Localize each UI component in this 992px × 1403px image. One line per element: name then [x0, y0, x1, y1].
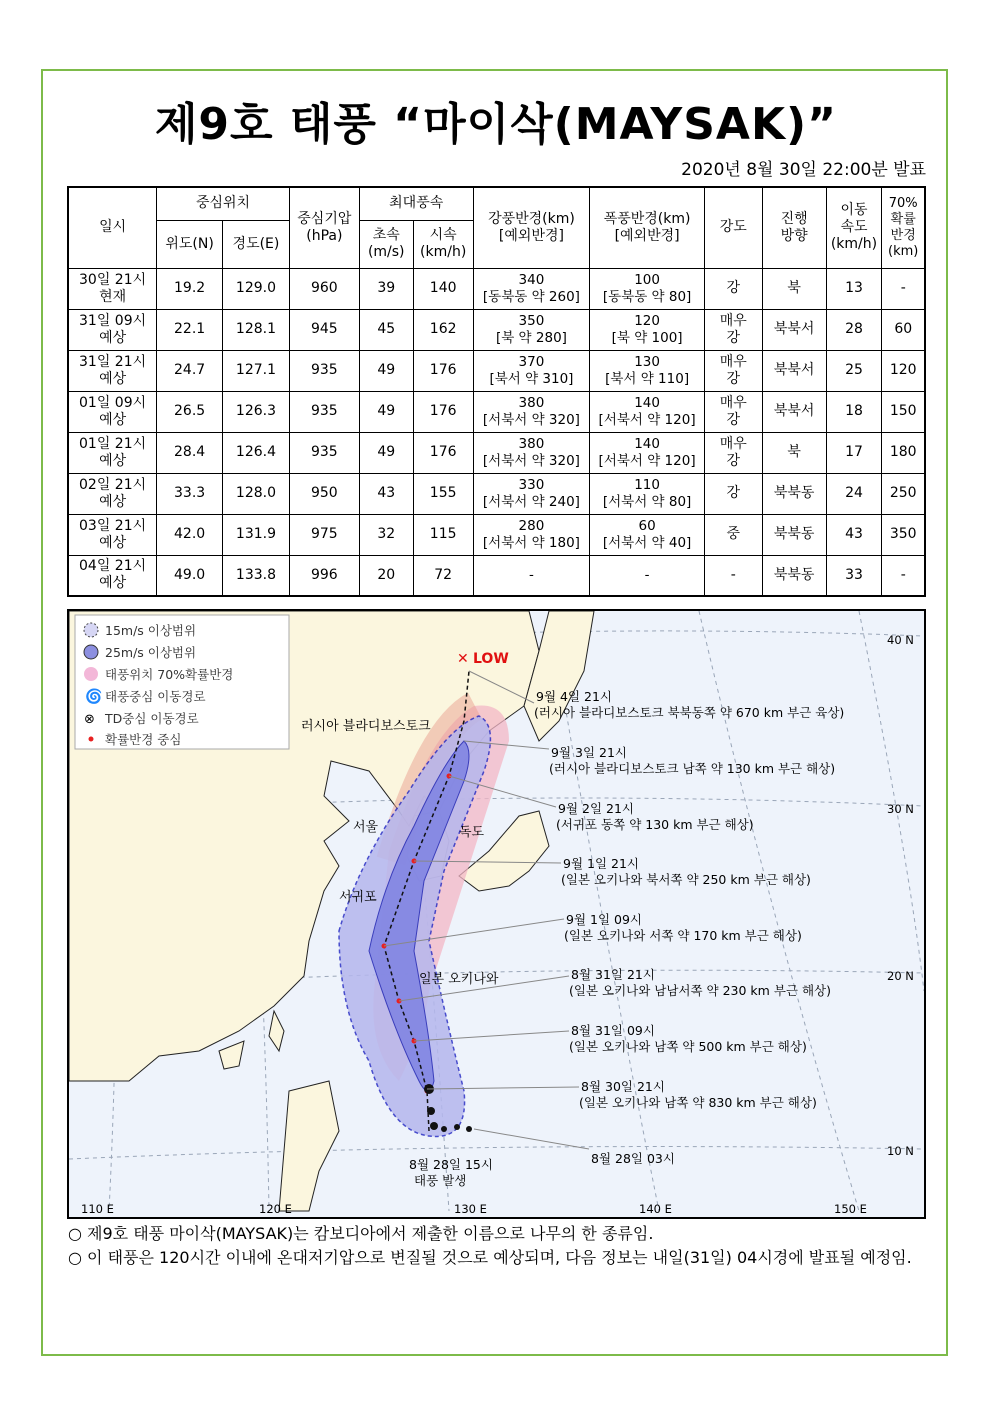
cell-strong: 280 [서북서 약 180] [473, 514, 590, 555]
cell-kmh: 140 [413, 268, 473, 309]
cell-speed: 33 [826, 555, 882, 596]
cell-pressure: 996 [289, 555, 359, 596]
past-label-2b: 태풍 발생 [414, 1173, 467, 1188]
cell-pressure: 975 [289, 514, 359, 555]
svg-text:120 E: 120 E [259, 1202, 292, 1216]
cell-prob: 60 [882, 309, 925, 350]
cell-ms: 20 [359, 555, 413, 596]
cell-time: 04일 21시 예상 [68, 555, 157, 596]
header-kmh: 시속 (km/h) [413, 220, 473, 268]
cell-kmh: 72 [413, 555, 473, 596]
cell-speed: 43 [826, 514, 882, 555]
annotation-location: (러시아 블라디보스토크 남쪽 약 130 km 부근 해상) [549, 761, 836, 776]
table-row [68, 309, 925, 350]
cell-lat: 33.3 [157, 473, 223, 514]
legend-td-icon: ⊗ [84, 712, 95, 727]
cell-storm: 60 [서북서 약 40] [590, 514, 705, 555]
cell-lon: 133.8 [223, 555, 290, 596]
cell-direction: 북북동 [762, 473, 826, 514]
header-storm-radius: 폭풍반경(km) [예외반경] [590, 187, 705, 268]
cell-strong: 330 [서북서 약 240] [473, 473, 590, 514]
cell-intensity: 매우 강 [704, 309, 762, 350]
svg-text:TD중심 이동경로: TD중심 이동경로 [105, 711, 199, 726]
cell-direction: 북북서 [762, 391, 826, 432]
cell-lon: 128.0 [223, 473, 290, 514]
cell-lat: 22.1 [157, 309, 223, 350]
header-speed: 이동 속도 (km/h) [826, 187, 882, 268]
page-title: 제9호 태풍 “마이삭(MAYSAK)” [154, 99, 838, 150]
cell-kmh: 176 [413, 391, 473, 432]
table-row [68, 391, 925, 432]
header-intensity: 강도 [704, 187, 762, 268]
annotation-location: (일본 오키나와 남쪽 약 500 km 부근 해상) [569, 1039, 807, 1054]
cell-prob: - [882, 555, 925, 596]
cell-intensity: 중 [704, 514, 762, 555]
cell-prob: 250 [882, 473, 925, 514]
cell-ms: 49 [359, 432, 413, 473]
svg-text:40 N: 40 N [887, 633, 914, 647]
cell-lon: 127.1 [223, 350, 290, 391]
cell-direction: 북북서 [762, 350, 826, 391]
cell-intensity: 강 [704, 473, 762, 514]
svg-text:태풍위치 70%확률반경: 태풍위치 70%확률반경 [105, 667, 234, 682]
header-ms: 초속 (m/s) [359, 220, 413, 268]
cell-kmh: 176 [413, 350, 473, 391]
table-row [68, 514, 925, 555]
cell-lat: 49.0 [157, 555, 223, 596]
cell-speed: 25 [826, 350, 882, 391]
cell-time: 03일 21시 예상 [68, 514, 157, 555]
cell-intensity: 매우 강 [704, 391, 762, 432]
cell-lat: 19.2 [157, 268, 223, 309]
svg-text:30 N: 30 N [887, 802, 914, 816]
cell-kmh: 162 [413, 309, 473, 350]
cell-speed: 24 [826, 473, 882, 514]
legend-25ms-icon [84, 645, 98, 659]
legend-center-icon [89, 737, 94, 742]
cell-time: 31일 09시 예상 [68, 309, 157, 350]
place-seoul: 서울 [353, 820, 379, 835]
place-seogwipo: 서귀포 [339, 890, 377, 905]
forecast-table [67, 186, 926, 597]
cell-storm: 140 [서북서 약 120] [590, 432, 705, 473]
cell-strong: - [473, 555, 590, 596]
cell-lat: 24.7 [157, 350, 223, 391]
cell-strong: 370 [북서 약 310] [473, 350, 590, 391]
note-1: ○ 제9호 태풍 마이삭(MAYSAK)는 캄보디아에서 제출한 이름으로 나무의 한 종류임. [68, 1224, 654, 1243]
svg-text:110 E: 110 E [81, 1202, 114, 1216]
table-row [68, 473, 925, 514]
cell-pressure: 945 [289, 309, 359, 350]
cell-strong: 380 [서북서 약 320] [473, 391, 590, 432]
cell-strong: 340 [동북동 약 260] [473, 268, 590, 309]
svg-text:확률반경 중심: 확률반경 중심 [105, 732, 182, 747]
annotation-date: 9월 3일 21시 [551, 745, 627, 760]
cell-pressure: 935 [289, 350, 359, 391]
cell-prob: - [882, 268, 925, 309]
annotation-date: 8월 31일 21시 [571, 967, 655, 982]
cell-direction: 북 [762, 432, 826, 473]
legend-prob-icon [84, 667, 98, 681]
cell-direction: 북북동 [762, 514, 826, 555]
cell-pressure: 935 [289, 432, 359, 473]
annotation-location: (일본 오키나와 남쪽 약 830 km 부근 해상) [579, 1095, 817, 1110]
cell-intensity: 강 [704, 268, 762, 309]
cell-ms: 49 [359, 350, 413, 391]
header-time: 일시 [68, 187, 157, 268]
notes [68, 1222, 928, 1270]
cell-prob: 150 [882, 391, 925, 432]
cell-kmh: 115 [413, 514, 473, 555]
header-direction: 진행 방향 [762, 187, 826, 268]
svg-text:140 E: 140 E [639, 1202, 672, 1216]
cell-intensity: 매우 강 [704, 350, 762, 391]
cell-pressure: 935 [289, 391, 359, 432]
cell-storm: - [590, 555, 705, 596]
cell-time: 01일 21시 예상 [68, 432, 157, 473]
table-row [68, 350, 925, 391]
cell-prob: 180 [882, 432, 925, 473]
cell-direction: 북 [762, 268, 826, 309]
cell-time: 01일 09시 예상 [68, 391, 157, 432]
place-dokdo: 독도 [459, 825, 485, 840]
cell-prob: 350 [882, 514, 925, 555]
annotation-date: 8월 30일 21시 [581, 1079, 665, 1094]
cell-pressure: 960 [289, 268, 359, 309]
cell-lat: 26.5 [157, 391, 223, 432]
cell-speed: 18 [826, 391, 882, 432]
cell-storm: 120 [북 약 100] [590, 309, 705, 350]
issue-time: 2020년 8월 30일 22:00분 발표 [681, 160, 926, 180]
legend-15ms-icon [84, 623, 98, 637]
cell-lat: 28.4 [157, 432, 223, 473]
cell-lat: 42.0 [157, 514, 223, 555]
annotation-location: (일본 오키나와 남남서쪽 약 230 km 부근 해상) [569, 983, 831, 998]
cell-strong: 350 [북 약 280] [473, 309, 590, 350]
annotation-date: 9월 4일 21시 [536, 689, 612, 704]
cell-ms: 32 [359, 514, 413, 555]
note-2: ○ 이 태풍은 120시간 이내에 온대저기압으로 변질될 것으로 예상되며, 다음 정보는 내일(31일) 04시경에 발표될 예정임. [68, 1248, 912, 1267]
header-center: 중심위치 [157, 187, 290, 220]
cell-speed: 13 [826, 268, 882, 309]
cell-pressure: 950 [289, 473, 359, 514]
cell-ms: 43 [359, 473, 413, 514]
cell-speed: 17 [826, 432, 882, 473]
cell-intensity: - [704, 555, 762, 596]
past-label-2a: 8월 28일 15시 [409, 1157, 493, 1172]
cell-ms: 39 [359, 268, 413, 309]
svg-text:태풍중심 이동경로: 태풍중심 이동경로 [105, 689, 206, 704]
legend-typhoon-icon: 🌀 [85, 689, 103, 705]
low-marker: ✕ [457, 651, 469, 667]
cell-strong: 380 [서북서 약 320] [473, 432, 590, 473]
cell-ms: 49 [359, 391, 413, 432]
cell-direction: 북북동 [762, 555, 826, 596]
typhoon-track-map [67, 609, 926, 1219]
cell-time: 31일 21시 예상 [68, 350, 157, 391]
cell-lon: 131.9 [223, 514, 290, 555]
cell-ms: 45 [359, 309, 413, 350]
cell-storm: 100 [동북동 약 80] [590, 268, 705, 309]
table-row [68, 268, 925, 309]
header-prob: 70% 확률 반경 (km) [882, 187, 925, 268]
cell-speed: 28 [826, 309, 882, 350]
annotation-date: 9월 1일 21시 [563, 856, 639, 871]
header-strong-radius: 강풍반경(km) [예외반경] [473, 187, 590, 268]
cell-kmh: 176 [413, 432, 473, 473]
annotation-date: 9월 1일 09시 [566, 912, 642, 927]
svg-text:25m/s 이상범위: 25m/s 이상범위 [105, 645, 197, 660]
annotation-location: (러시아 블라디보스토크 북북동쪽 약 670 km 부근 육상) [534, 705, 845, 720]
table-row [68, 555, 925, 596]
cell-kmh: 155 [413, 473, 473, 514]
cell-direction: 북북서 [762, 309, 826, 350]
cell-time: 02일 21시 예상 [68, 473, 157, 514]
low-label: LOW [473, 651, 509, 667]
cell-lon: 129.0 [223, 268, 290, 309]
cell-lon: 128.1 [223, 309, 290, 350]
place-vladivostok: 러시아 블라디보스토크 [301, 719, 431, 734]
annotation-location: (일본 오키나와 북서쪽 약 250 km 부근 해상) [561, 872, 811, 887]
cell-time: 30일 21시 현재 [68, 268, 157, 309]
svg-text:10 N: 10 N [887, 1144, 914, 1158]
svg-text:150 E: 150 E [834, 1202, 867, 1216]
cell-lon: 126.4 [223, 432, 290, 473]
annotation-date: 9월 2일 21시 [558, 801, 634, 816]
header-lon: 경도(E) [223, 220, 290, 268]
cell-prob: 120 [882, 350, 925, 391]
past-label-1: 8월 28일 03시 [591, 1151, 675, 1166]
cell-storm: 130 [북서 약 110] [590, 350, 705, 391]
header-lat: 위도(N) [157, 220, 223, 268]
annotation-date: 8월 31일 09시 [571, 1023, 655, 1038]
header-pressure: 중심기압 (hPa) [289, 187, 359, 268]
svg-text:20 N: 20 N [887, 969, 914, 983]
map-legend [75, 615, 289, 749]
cell-storm: 140 [서북서 약 120] [590, 391, 705, 432]
cell-storm: 110 [서북서 약 80] [590, 473, 705, 514]
place-okinawa: 일본 오키나와 [419, 972, 499, 987]
svg-text:130 E: 130 E [454, 1202, 487, 1216]
svg-text:15m/s 이상범위: 15m/s 이상범위 [105, 623, 197, 638]
cell-intensity: 매우 강 [704, 432, 762, 473]
cell-lon: 126.3 [223, 391, 290, 432]
annotation-location: (일본 오키나와 서쪽 약 170 km 부근 해상) [564, 928, 802, 943]
annotation-location: (서귀포 동쪽 약 130 km 부근 해상) [556, 817, 754, 832]
header-maxwind: 최대풍속 [359, 187, 473, 220]
table-row [68, 432, 925, 473]
